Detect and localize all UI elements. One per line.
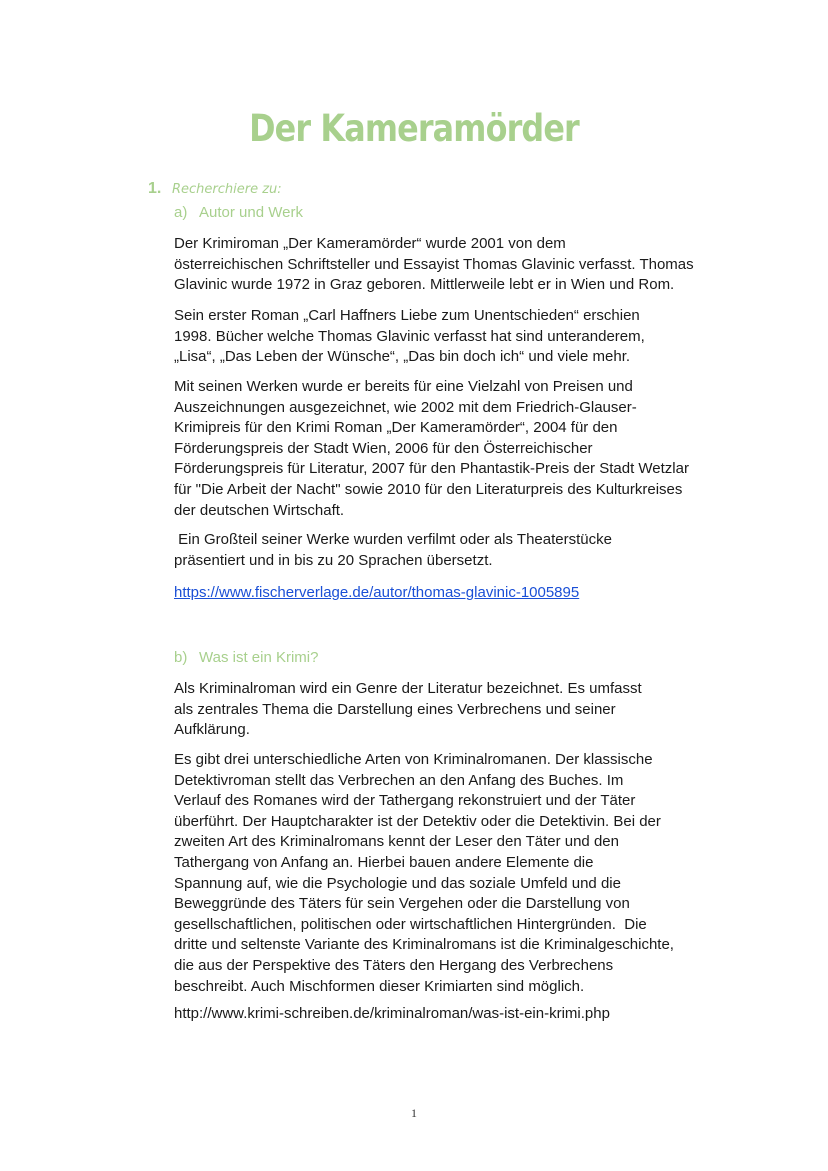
text-line: der deutschen Wirtschaft. <box>174 501 345 519</box>
text-line: überführt. Der Hauptcharakter ist der Detektiv oder die Detektivin. Bei der <box>174 812 661 830</box>
text-line: Ein Großteil seiner Werke wurden verfilmt oder als Theaterstücke <box>174 531 612 548</box>
text-line: Krimipreis für den Krimi Roman „Der Kameramörder“, 2004 für den <box>174 419 618 437</box>
task-number: 1. <box>148 180 162 197</box>
section-a-paragraph-3 <box>174 377 734 521</box>
page-number: 1 <box>411 1106 417 1120</box>
text-line: Verlauf des Romanes wird der Tathergang rekonstruiert und der Täter <box>174 792 636 810</box>
text-line: Spannung auf, wie die Psychologie und das soziale Umfeld und die <box>174 874 621 892</box>
text-line: für "Die Arbeit der Nacht" sowie 2010 für den Literaturpreis des Kulturkreises <box>174 480 683 498</box>
text-line: 1998. Bücher welche Thomas Glavinic verfasst hat sind unteranderem, <box>174 327 645 345</box>
text-line: Sein erster Roman „Carl Haffners Liebe zum Unentschieden“ erschien <box>174 307 640 324</box>
text-line: präsentiert und in bis zu 20 Sprachen übersetzt. <box>174 551 493 569</box>
text-line: Als Kriminalroman wird ein Genre der Literatur bezeichnet. Es umfasst <box>174 680 642 697</box>
text-line: dritte und seltenste Variante des Kriminalromans ist die Kriminalgeschichte, <box>174 936 674 954</box>
text-line: beschreibt. Auch Mischformen dieser Krimiarten sind möglich. <box>174 977 585 995</box>
section-b-title: Was ist ein Krimi? <box>199 649 319 666</box>
text-line: Förderungspreis der Stadt Wien, 2006 für den Österreichischer <box>174 439 593 457</box>
section-a-paragraph-4 <box>174 530 734 571</box>
text-line: Mit seinen Werken wurde er bereits für eine Vielzahl von Preisen und <box>174 378 633 395</box>
section-b-letter: b) <box>174 649 188 666</box>
section-b-heading <box>174 648 318 668</box>
text-line: zweiten Art des Kriminalromans kennt der Leser den Täter und den <box>174 833 619 851</box>
text-line: Detektivroman stellt das Verbrechen an den Anfang des Buches. Im <box>174 771 624 789</box>
text-line: gesellschaftlichen, politischen oder wirtschaftlichen Hintergründen. Die <box>174 915 647 933</box>
text-line: Förderungspreis für Literatur, 2007 für den Phantastik-Preis der Stadt Wetzlar <box>174 460 689 478</box>
section-b-paragraph-2 <box>174 750 734 997</box>
document-title: Der Kameramörder <box>249 107 579 150</box>
text-line: Aufklärung. <box>174 721 250 739</box>
section-b-paragraph-1 <box>174 679 734 741</box>
text-line: österreichischen Schriftsteller und Essayist Thomas Glavinic verfasst. Thomas <box>174 255 694 273</box>
text-line: als zentrales Thema die Darstellung eines Verbrechens und seiner <box>174 700 616 718</box>
section-a-paragraph-2 <box>174 306 734 368</box>
text-line: „Lisa“, „Das Leben der Wünsche“, „Das bin doch ich“ und viele mehr. <box>174 348 631 366</box>
source-link-fischerverlage[interactable]: https://www.fischerverlage.de/autor/thomas-glavinic-1005895 <box>174 584 580 601</box>
section-a-paragraph-1 <box>174 234 734 296</box>
task-label: Recherchiere zu: <box>172 182 282 197</box>
text-line: Es gibt drei unterschiedliche Arten von Kriminalromanen. Der klassische <box>174 751 653 768</box>
section-a-heading <box>174 203 303 223</box>
text-line: Beweggründe des Täters für sein Vergehen oder die Darstellung von <box>174 895 630 913</box>
text-line: die aus der Perspektive des Täters den Hergang des Verbrechens <box>174 956 614 974</box>
text-line: Der Krimiroman „Der Kameramörder“ wurde 2001 von dem <box>174 235 566 252</box>
section-a-letter: a) <box>174 204 188 221</box>
task-heading <box>148 179 282 200</box>
text-line: Tathergang von Anfang an. Hierbei bauen andere Elemente die <box>174 853 594 871</box>
text-line: Glavinic wurde 1972 in Graz geboren. Mittlerweile lebt er in Wien und Rom. <box>174 276 675 294</box>
source-link-krimi-schreiben: http://www.krimi-schreiben.de/kriminalroman/was-ist-ein-krimi.php <box>174 1005 610 1022</box>
section-a-title: Autor und Werk <box>199 204 303 221</box>
text-line: Auszeichnungen ausgezeichnet, wie 2002 mit dem Friedrich-Glauser- <box>174 398 637 416</box>
